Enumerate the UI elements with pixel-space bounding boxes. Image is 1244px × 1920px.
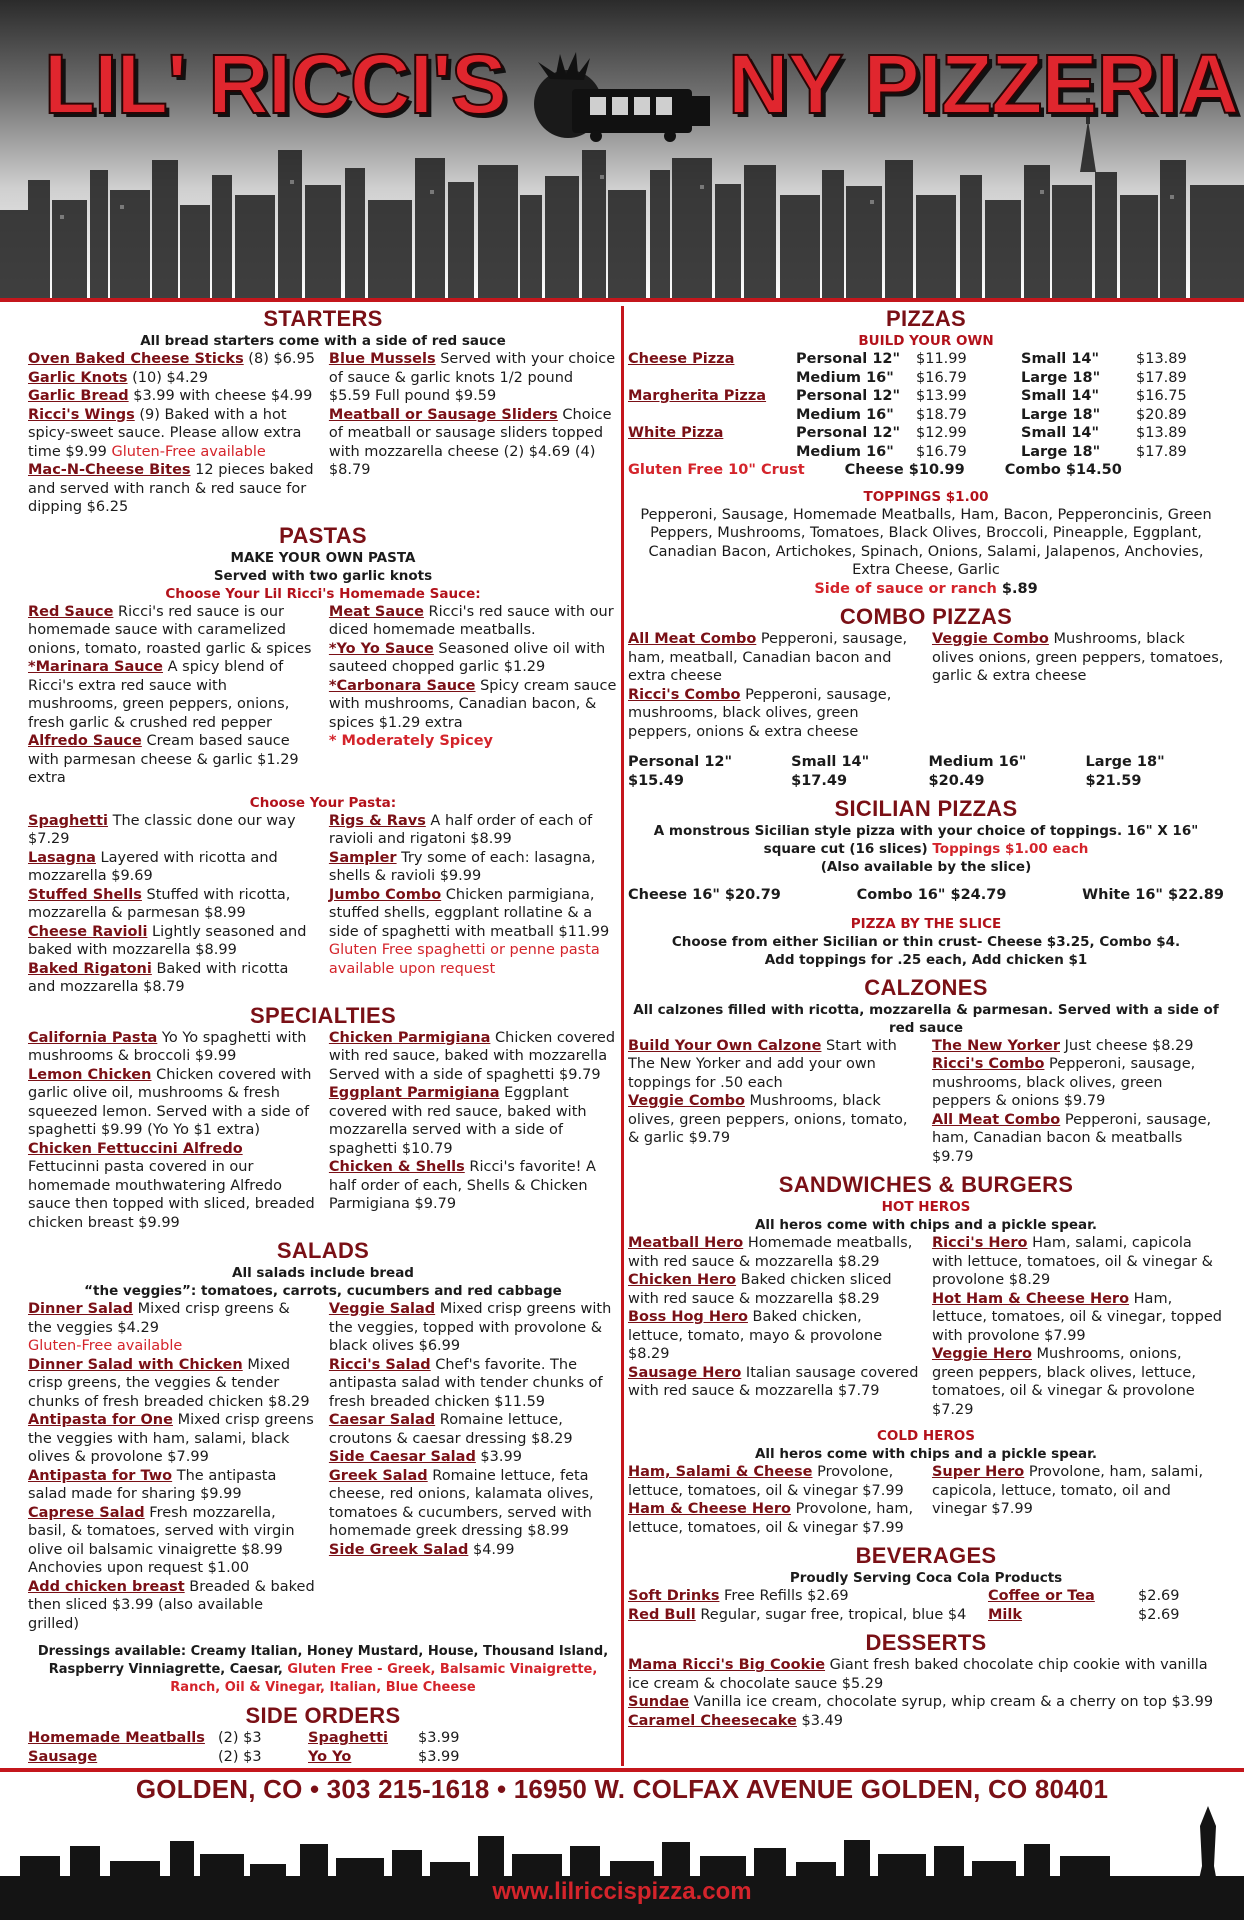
menu-item: Alfredo Sauce Cream based sauce with parmesan cheese & garlic $1.29 extra [28,733,299,786]
menu-item: Chicken Fettuccini Alfredo Fettucinni pasta covered in our homemade mouthwatering Alfredo sauce then topped with sliced, breaded chicken breast $9.99 [28,1140,315,1231]
menu-item: Jumbo Combo Chicken parmigiana, stuffed shells, eggplant rollatine & a side of spaghetti with meatball $11.99 [328,886,610,940]
toppings-list: Pepperoni, Sausage, Homemade Meatballs, Ham, Bacon, Pepperoncinis, Green Peppers, Mushrooms, Tomatoes, Black Olives, Broccoli, Pineapple, Eggplant, Canadian Bacon, Artichokes, Spinach, Onions, Salami, Jalapenos, Anchovies, Extra Cheese, Garlic [640,506,1212,578]
menu-item: Caramel Cheesecake $3.49 [628,1712,844,1729]
section-title: COMBO PIZZAS [839,604,1013,629]
menu-item: Ricci's Combo Pepperoni, sausage, mushrooms, black olives, green peppers, onions & extra cheese [628,686,892,740]
calzones-section [628,975,1224,1167]
hot-heros-title: HOT HEROS [881,1199,971,1215]
footer-address: GOLDEN, CO • 303 215-1618 • 16950 W. COLFAX AVENUE GOLDEN, CO 80401 [135,1774,1109,1804]
pastas-section [28,523,618,997]
menu-item: All Meat Combo Pepperoni, sausage, ham, Canadian bacon & meatballs $9.79 [931,1111,1212,1165]
menu-item: *Marinara Sauce A spicy blend of Ricci's extra red sauce with mushrooms, green peppers, onions, fresh garlic & crushed red pepper [28,659,290,731]
section-note: All bread starters come with a side of red sauce [140,333,506,349]
menu-item: *Carbonara Sauce Spicy cream sauce with mushrooms, Canadian bacon, & spices $1.29 extra [328,677,617,731]
section-note: Served with two garlic knots [213,567,433,584]
menu-item: Chicken & Shells Ricci's favorite! A half order of each, Shells & Chicken Parmigiana $9.79 [328,1159,596,1212]
menu-item: Oven Baked Cheese Sticks (8) $6.95 [28,351,315,367]
side-sauce-note: Side of sauce or ranch $.89 [814,580,1038,597]
side-item-price: (2) $3 [218,1748,262,1765]
sicilian-prices: Cheese 16" $20.79 Combo 16" $24.79 White 16" $22.89 [628,887,1224,903]
menu-item: Chicken Parmigiana Chicken covered with red sauce, baked with mozzarella Served with a side of spaghetti $9.79 [328,1029,616,1083]
menu-item: Mama Ricci's Big Cookie Giant fresh baked chocolate chip cookie with vanilla ice cream & chocolate sauce $5.29 [628,1657,1208,1692]
menu-item: Boss Hog Hero Baked chicken, lettuce, tomato, mayo & provolone $8.29 [628,1309,883,1362]
salads-section [28,1238,618,1697]
section-title: SIDE ORDERS [245,1703,401,1728]
sicilian-description: A monstrous Sicilian style pizza with your choice of toppings. 16" X 16" square cut (16 slices) Toppings $1.00 each [653,823,1199,857]
section-title: SALADS [276,1238,370,1263]
menu-item-label: Coffee or Tea [988,1588,1095,1604]
website-url[interactable]: www.lilriccispizza.com [492,1878,752,1905]
brand-name-left: LIL' RICCI'S [44,37,506,131]
section-note: Choose from either Sicilian or thin crust- Cheese $3.25, Combo $4. [671,933,1181,950]
menu-item: Side Caesar Salad $3.99 [328,1449,522,1465]
section-note: Add toppings for .25 each, Add chicken $1 [764,951,1088,968]
menu-item: Build Your Own Calzone Start with The New Yorker and add your own toppings for .50 each [628,1037,897,1091]
section-note: All heros come with chips and a pickle spear. [754,1446,1097,1462]
sandwiches-section [628,1172,1224,1537]
desserts-section [628,1630,1224,1730]
combo-pizzas-section [628,604,1224,790]
header-divider [0,298,1244,302]
section-title: BEVERAGES [855,1543,997,1568]
sauce-heading: Choose Your Lil Ricci's Homemade Sauce: [165,585,481,602]
side-item-price: $3.99 [418,1730,460,1746]
header-banner [0,0,1244,302]
menu-item: Meatball or Sausage Sliders Choice of meatball or sausage sliders topped with mozzarella cheese (2) $4.69 (4) $8.79 [328,406,612,478]
toppings-title: TOPPINGS $1.00 [863,488,989,505]
pizza-price-grid: Cheese Pizza Personal 12" $11.99 Small 14" $13.89 Medium 16" $16.79 Large 18" $17.89 Margherita Pizza Personal 12" $13.99 Small 14" $16.75 Medium 16" $18.79 Large 18" $20.89 White Pizza Personal 12" $12.99 Small 14" $13.89 Medium 16" $16.79 Large 18" $17.89 [628,351,1187,460]
menu-item: Caprese Salad Fresh mozzarella, basil, & tomatoes, served with virgin olive oil balsamic vinaigrette $8.99 Anchovies upon request $1.00 [28,1504,295,1576]
menu-item: Red Sauce Ricci's red sauce is our homemade sauce with caramelized onions, tomato, roasted garlic & spices [28,603,312,657]
menu-item: Red Bull Regular, sugar free, tropical, blue $4 [628,1606,967,1623]
menu-item: Super Hero Provolone, ham, salami, capicola, lettuce, tomato, oil and vinegar $7.99 [931,1464,1204,1517]
menu-item-price: $2.69 [1138,1588,1180,1604]
gluten-free-note: Gluten Free spaghetti or penne pasta available upon request [328,942,600,977]
menu-item: Meat Sauce Ricci's red sauce with our diced homemade meatballs. [328,603,614,638]
menu-item: *Yo Yo Sauce Seasoned olive oil with sauteed chopped garlic $1.29 [328,640,606,675]
side-orders-section [28,1703,618,1766]
menu-item: Cheese Ravioli Lightly seasoned and baked with mozzarella $8.99 [28,923,307,958]
menu-item: Soft Drinks Free Refills $2.69 [628,1588,849,1604]
menu-item: Garlic Knots (10) $4.29 [28,369,209,386]
section-note: All calzones filled with ricotta, mozzarella & parmesan. Served with a side of red sauce [633,1001,1219,1036]
footer-divider [0,1768,1244,1772]
menu-item: All Meat Combo Pepperoni, sausage, ham, meatball, Canadian bacon and extra cheese [628,631,908,684]
specialties-section [28,1003,618,1233]
brand-name-right: NY PIZZERIA [728,37,1239,131]
gluten-free-crust-row: Gluten Free 10" Crust Cheese $10.99 Combo $14.50 [628,462,1122,478]
section-subtitle: BUILD YOUR OWN [858,333,994,349]
menu-item: Veggie Salad Mixed crisp greens with the veggies, topped with provolone & black olives $6.99 [328,1301,612,1354]
menu-item: Antipasta for One Mixed crisp greens the veggies with ham, salami, black olives & provolone $7.99 [28,1412,314,1465]
menu-item: Hot Ham & Cheese Hero Ham, lettuce, tomatoes, oil & vinegar, topped with provolone $7.99 [931,1290,1222,1344]
side-item-price: $3.99 [418,1748,460,1765]
left-column [28,306,618,1766]
section-title: SICILIAN PIZZAS [834,796,1018,821]
menu-item: Sausage Hero Italian sausage covered with red sauce & mozzarella $7.79 [628,1364,919,1399]
menu-item: Sampler Try some of each: lasagna, shells & ravioli $9.99 [328,849,596,884]
menu-item: Ricci's Hero Ham, salami, capicola with lettuce, tomatoes, oil & vinegar & provolone $8.29 [931,1235,1213,1288]
menu-item: Veggie Combo Mushrooms, black olives, green peppers, onions, tomato, & garlic $9.79 [628,1093,908,1146]
slice-title: PIZZA BY THE SLICE [850,915,1002,932]
menu-item: Ricci's Wings (9) Baked with a hot spicy-sweet sauce. Please allow extra time $9.99 Gluten-Free available [28,406,302,460]
menu-item: Lasagna Layered with ricotta and mozzarella $9.69 [28,849,278,884]
menu-item: Ricci's Combo Pepperoni, sausage, mushrooms, black olives, green peppers & onions $9.79 [931,1056,1196,1109]
menu-item: Sundae Vanilla ice cream, chocolate syrup, whip cream & a cherry on top $3.99 [628,1694,1214,1710]
menu-item: Meatball Hero Homemade meatballs, with red sauce & mozzarella $8.29 [628,1235,913,1270]
beverages-section [628,1543,1224,1624]
menu-item: Ricci's Salad Chef's favorite. The antipasta salad with tender chunks of fresh breaded chicken $11.59 [328,1356,603,1410]
side-item-label: Spaghetti [308,1730,388,1746]
section-title: DESSERTS [865,1630,987,1655]
menu-item: Veggie Combo Mushrooms, black olives onions, green peppers, tomatoes, garlic & extra cheese [931,631,1224,684]
menu-item: Lemon Chicken Chicken covered with garlic olive oil, mushrooms & fresh squeezed lemon. Served with a side of spaghetti $9.99 (Yo Yo $1 extra) [28,1066,312,1138]
menu-item-label: Milk [988,1606,1023,1623]
menu-item: Rigs & Ravs A half order of each of ravioli and rigatoni $8.99 [328,812,593,847]
menu-item: Baked Rigatoni Baked with ricotta and mozzarella $8.79 [28,960,289,995]
cold-heros-title: COLD HEROS [876,1428,975,1444]
section-note: “the veggies”: tomatoes, carrots, cucumbers and red cabbage [84,1283,562,1299]
menu-item: Add chicken breast Breaded & baked then sliced $3.99 (also available grilled) [28,1578,315,1632]
starters-section [28,306,618,517]
section-note: Proudly Serving Coca Cola Products [789,1570,1063,1586]
menu-item: Blue Mussels Served with your choice of sauce & garlic knots 1/2 pound $5.59 Full pound $9.59 [328,351,616,404]
menu-item: The New Yorker Just cheese $8.29 [931,1037,1194,1054]
menu-item: California Pasta Yo Yo spaghetti with mushrooms & broccoli $9.99 [28,1029,307,1064]
menu-item: Ham & Cheese Hero Provolone, ham, lettuce, tomatoes, oil & vinegar $7.99 [628,1501,914,1536]
menu-item: Garlic Bread $3.99 with cheese $4.99 [28,388,313,404]
section-title: SANDWICHES & BURGERS [778,1172,1074,1197]
menu-item: Dinner Salad Mixed crisp greens & the veggies $4.29 Gluten-Free available [28,1301,290,1354]
statue-of-liberty-subway-logo [520,34,720,154]
menu-item: Greek Salad Romaine lettuce, feta cheese, red onions, kalamata olives, tomatoes & cucumbers, served with homemade greek dressing $8.99 [328,1467,594,1539]
menu-item: Mac-N-Cheese Bites 12 pieces baked and served with ranch & red sauce for dipping $6.25 [28,462,314,515]
menu-item: Veggie Hero Mushrooms, onions, green peppers, black olives, lettuce, tomatoes, oil & vinegar & provolone $7.29 [931,1346,1196,1418]
right-column [628,306,1224,1766]
section-note: MAKE YOUR OWN PASTA [230,549,416,566]
section-title: CALZONES [864,974,988,1000]
section-note: All salads include bread [232,1265,414,1281]
menu-item: Stuffed Shells Stuffed with ricotta, mozzarella & parmesan $8.99 [28,886,291,921]
menu-item: Side Greek Salad $4.99 [328,1541,515,1558]
sicilian-section [628,796,1224,969]
menu-item: Spaghetti The classic done our way $7.29 [28,812,296,847]
spicy-note: * Moderately Spicey [328,733,493,749]
side-item-price: (2) $3 [218,1730,262,1746]
menu-item: Eggplant Parmigiana Eggplant covered with red sauce, baked with mozzarella served with a side of spaghetti $10.79 [328,1085,587,1157]
menu-item: Dinner Salad with Chicken Mixed crisp greens, the veggies & tender chunks of fresh breaded chicken $8.29 [28,1356,310,1410]
section-title: PASTAS [279,522,367,548]
menu-item-price: $2.69 [1138,1606,1180,1623]
menu-item: Chicken Hero Baked chicken sliced with red sauce & mozzarella $8.29 [628,1272,892,1307]
section-title: SPECIALTIES [250,1002,396,1028]
section-note: All heros come with chips and a pickle spear. [754,1217,1097,1233]
section-note: (Also available by the slice) [820,859,1032,875]
side-item-label: Yo Yo [308,1748,352,1765]
pizzas-section [628,306,1224,598]
combo-prices: Personal 12" $15.49 Small 14" $17.49 Medium 16" $20.49 Large 18" $21.59 [628,754,1165,789]
menu-item: Antipasta for Two The antipasta salad made for sharing $9.99 [28,1467,277,1502]
column-divider [621,306,624,1766]
menu-item: Caesar Salad Romaine lettuce, croutons & caesar dressing $8.29 [328,1412,573,1447]
pasta-heading: Choose Your Pasta: [249,794,397,811]
section-title: PIZZAS [885,306,967,331]
dressings-note: Dressings available: Creamy Italian, Honey Mustard, House, Thousand Island, Raspberry Vinniagrette, Caesar, Gluten Free - Greek, Balsamic Vinaigrette, Ranch, Oil & Vinegar, Italian, Blue Cheese [37,1644,609,1695]
menu-item: Ham, Salami & Cheese Provolone, lettuce, tomatoes, oil & vinegar $7.99 [628,1464,904,1499]
side-item-label: Homemade Meatballs [28,1730,205,1746]
section-title: STARTERS [263,306,383,331]
side-item-label: Sausage [28,1748,98,1765]
